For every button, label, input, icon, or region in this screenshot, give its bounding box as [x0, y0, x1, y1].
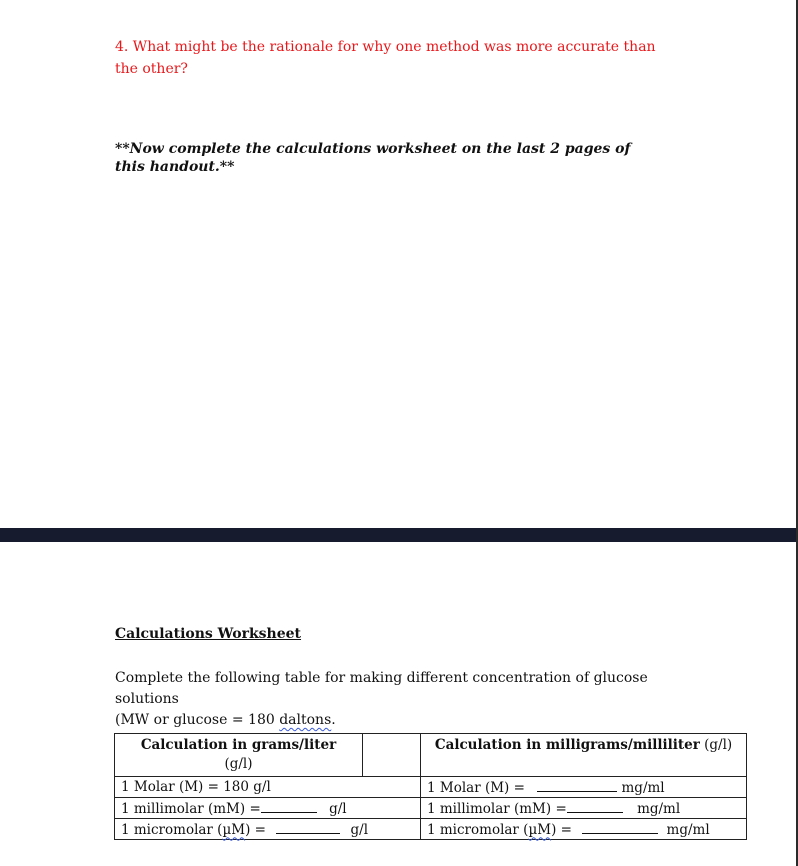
molar-right-label: 1 Molar (M) =	[427, 779, 525, 796]
header-grams-per-liter	[115, 734, 363, 777]
cell-micromolar-grams[interactable]	[115, 819, 421, 840]
cell-molar-mg[interactable]	[421, 777, 747, 798]
micromolar-right-post: ) =	[551, 821, 572, 838]
instruction-note: **Now complete the calculations worksheet on the last 2 pages of this handout.**	[115, 141, 631, 175]
micromolar-left-pre: 1 micromolar (	[121, 821, 223, 838]
cell-molar-grams	[115, 777, 421, 798]
header-mg-per-ml	[421, 734, 747, 777]
table-row	[115, 819, 747, 840]
worksheet-title: Calculations Worksheet	[115, 626, 302, 642]
calculation-table	[114, 733, 747, 840]
micromolar-g-blank[interactable]	[276, 821, 340, 834]
header-left-title: Calculation in grams/liter	[140, 737, 337, 753]
cell-millimolar-grams[interactable]	[115, 798, 421, 819]
millimolar-g-blank[interactable]	[261, 800, 317, 813]
worksheet-intro	[115, 668, 705, 731]
page-break-bar	[0, 528, 798, 542]
daltons-word: daltons	[279, 712, 332, 728]
micromolar-left-post: ) =	[245, 821, 266, 838]
micromolar-mg-blank[interactable]	[582, 821, 658, 834]
cell-micromolar-mg[interactable]	[421, 819, 747, 840]
header-right-title: Calculation in milligrams/milliliter	[434, 737, 700, 753]
micromolar-left-unit: g/l	[350, 821, 369, 838]
molar-mg-blank[interactable]	[537, 779, 617, 792]
cell-millimolar-mg[interactable]	[421, 798, 747, 819]
header-left-unit: (g/l)	[224, 756, 253, 772]
table-header-row	[115, 734, 747, 777]
millimolar-right-unit: mg/ml	[637, 800, 681, 817]
micromolar-left-mu: µM	[222, 821, 246, 838]
millimolar-mg-blank[interactable]	[567, 800, 623, 813]
question-4-text: 4. What might be the rationale for why one method was more accurate than the other?	[115, 39, 656, 77]
intro-line-2-post: .	[331, 712, 336, 728]
micromolar-right-pre: 1 micromolar (	[427, 821, 529, 838]
intro-line-2-pre: (MW or glucose = 180	[115, 712, 280, 728]
millimolar-left-label: 1 millimolar (mM) =	[121, 800, 261, 817]
intro-line-2	[115, 710, 705, 731]
micromolar-right-unit: mg/ml	[666, 821, 710, 838]
micromolar-right-mu: µM	[528, 821, 552, 838]
molar-right-unit: mg/ml	[621, 779, 665, 796]
header-right-unit: (g/l)	[704, 737, 733, 753]
millimolar-right-label: 1 millimolar (mM) =	[427, 800, 567, 817]
header-middle-empty	[363, 734, 421, 777]
intro-line-1: Complete the following table for making different concentration of glucose solutions	[115, 670, 648, 707]
table-row	[115, 777, 747, 798]
molar-left-label: 1 Molar (M) = 180 g/l	[121, 779, 271, 795]
table-row	[115, 798, 747, 819]
millimolar-left-unit: g/l	[329, 800, 347, 817]
